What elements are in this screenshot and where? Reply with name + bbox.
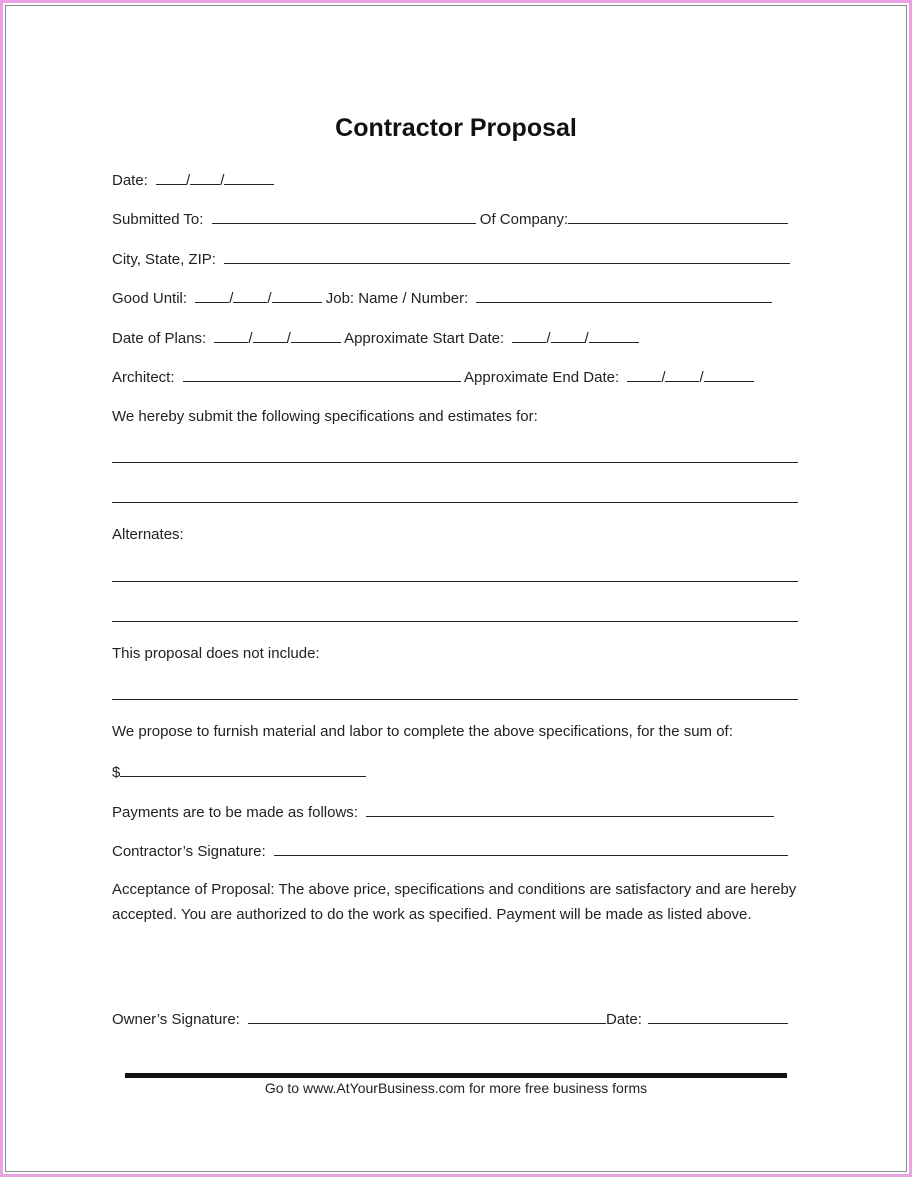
payments-label: Payments are to be made as follows: xyxy=(112,804,358,821)
architect-label: Architect: xyxy=(112,369,175,386)
approx-start-label: Approximate Start Date: xyxy=(344,330,505,347)
not-include-line[interactable] xyxy=(112,699,798,700)
end-year-field[interactable] xyxy=(704,367,754,382)
footer-text: Go to www.AtYourBusiness.com for more free business forms xyxy=(264,1080,648,1096)
form-title: Contractor Proposal xyxy=(335,114,577,142)
approx-end-label: Approximate End Date: xyxy=(464,369,620,386)
contractor-sig-label: Contractor’s Signature: xyxy=(112,843,266,860)
of-company-label: Of Company: xyxy=(479,211,569,228)
specs-line-1[interactable] xyxy=(112,462,798,463)
owner-sig-row xyxy=(112,1009,788,1030)
date-month-field[interactable] xyxy=(156,170,186,185)
date-row: Date: / / xyxy=(112,170,274,191)
of-company-field[interactable] xyxy=(568,209,788,224)
contractor-sig-field[interactable] xyxy=(274,841,788,856)
owner-date-label: Date: xyxy=(606,1011,642,1028)
date-label: Date: xyxy=(112,172,148,189)
city-state-zip-field[interactable] xyxy=(224,249,790,264)
dollar-sign: $ xyxy=(112,764,121,781)
payments-row xyxy=(112,802,774,823)
end-day-field[interactable] xyxy=(665,367,699,382)
date-year-field[interactable] xyxy=(224,170,274,185)
good-until-day-field[interactable] xyxy=(233,288,267,303)
start-month-field[interactable] xyxy=(512,328,546,343)
submitted-to-label: Submitted To: xyxy=(112,211,204,228)
footer-rule xyxy=(125,1073,787,1078)
specs-line-2[interactable] xyxy=(112,502,798,503)
architect-row: Architect: Approximate End Date: / / xyxy=(112,367,754,388)
alternates-line-2[interactable] xyxy=(112,621,798,622)
sum-field[interactable] xyxy=(120,762,366,777)
plans-month-field[interactable] xyxy=(214,328,248,343)
owner-sig-field[interactable] xyxy=(248,1009,606,1024)
contractor-sig-row xyxy=(112,841,788,862)
submitted-row xyxy=(112,209,788,230)
submitted-to-field[interactable] xyxy=(212,209,476,224)
job-field[interactable] xyxy=(476,288,772,303)
start-day-field[interactable] xyxy=(551,328,585,343)
acceptance-text: Acceptance of Proposal: The above price, specifications and conditions are satisfactory and are hereby accepted. You are authorized to do the work as specified. Payment will be made as listed above. xyxy=(112,881,797,923)
good-until-label: Good Until: xyxy=(112,290,188,307)
not-include-label: This proposal does not include: xyxy=(112,645,320,662)
start-year-field[interactable] xyxy=(589,328,639,343)
city-row xyxy=(112,249,790,270)
good-until-year-field[interactable] xyxy=(272,288,322,303)
propose-text: We propose to furnish material and labor to complete the above specifications, for the sum of: xyxy=(112,723,733,740)
alternates-line-1[interactable] xyxy=(112,581,798,582)
good-until-row: Good Until: / / Job: Name / Number: xyxy=(112,288,772,309)
good-until-month-field[interactable] xyxy=(195,288,229,303)
date-day-field[interactable] xyxy=(190,170,220,185)
job-label: Job: Name / Number: xyxy=(325,290,469,307)
plans-row: Date of Plans: / / Approximate Start Date: / / xyxy=(112,328,639,349)
owner-date-field[interactable] xyxy=(648,1009,788,1024)
alternates-label: Alternates: xyxy=(112,526,184,543)
plans-year-field[interactable] xyxy=(291,328,341,343)
city-state-zip-label: City, State, ZIP: xyxy=(112,251,216,268)
plans-day-field[interactable] xyxy=(253,328,287,343)
date-of-plans-label: Date of Plans: xyxy=(112,330,207,347)
owner-sig-label: Owner’s Signature: xyxy=(112,1011,240,1028)
architect-field[interactable] xyxy=(183,367,461,382)
specs-label: We hereby submit the following specifications and estimates for: xyxy=(112,408,538,425)
payments-field[interactable] xyxy=(366,802,774,817)
sum-row xyxy=(112,762,366,783)
end-month-field[interactable] xyxy=(627,367,661,382)
